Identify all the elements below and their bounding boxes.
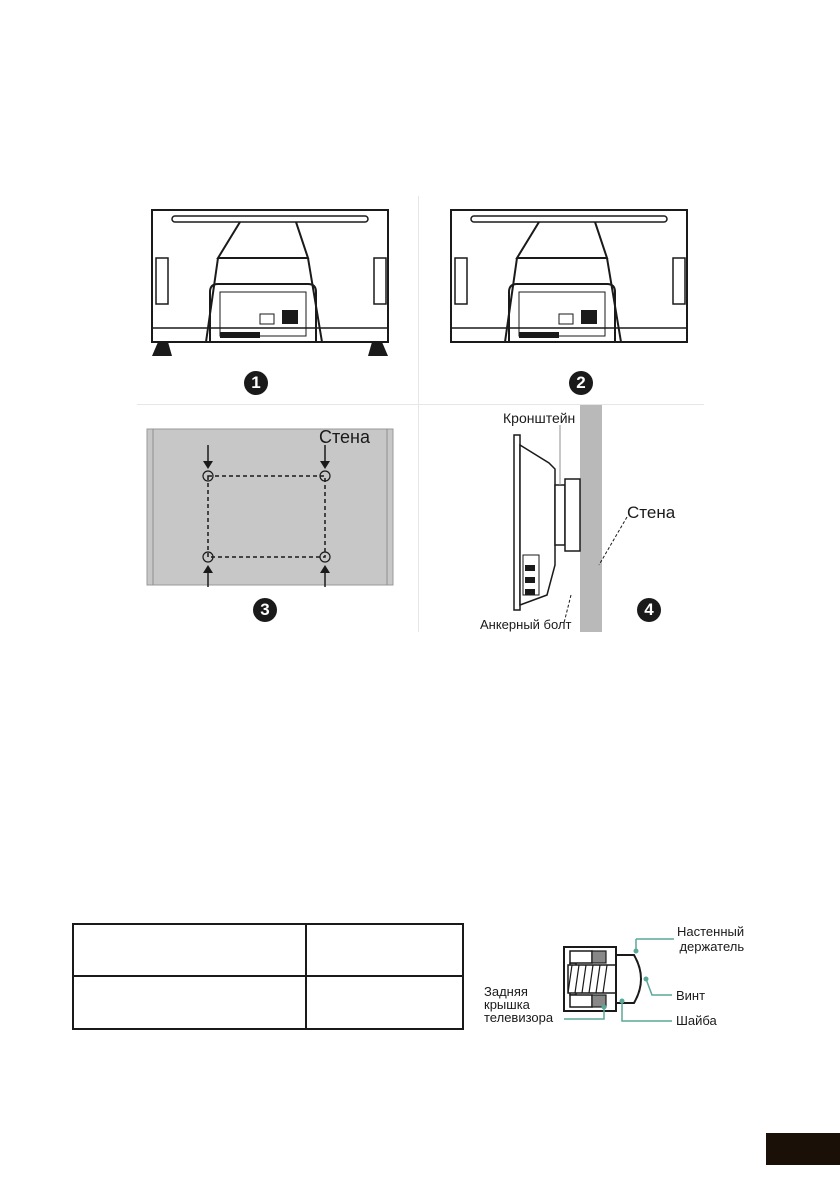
wall-holder-label: [677, 924, 744, 954]
screw-label: Винт: [676, 988, 706, 1003]
wall-holder-label-line2: держатель: [679, 939, 745, 954]
panel-mounted-side-view: [419, 405, 704, 632]
step-badge-2: [569, 371, 593, 395]
step-number-1: 1: [251, 373, 261, 392]
back-cover-label-line2: крышка: [484, 997, 530, 1012]
page-corner-tab: [766, 1133, 840, 1165]
step-number-4: 4: [644, 600, 654, 619]
spec-table: [72, 923, 464, 1030]
step-number-2: 2: [576, 373, 586, 392]
table-column-divider: [305, 925, 307, 1028]
step-number-3: 3: [260, 600, 270, 619]
step-badge-1: [244, 371, 268, 395]
anchor-bolt-label: Анкерный болт: [480, 617, 572, 632]
wall-holder-label-line1: Настенный: [677, 924, 745, 939]
wall-label: Стена: [319, 427, 371, 447]
back-cover-label-line1: Задняя: [484, 984, 528, 999]
panel-tv-back-with-stand: [148, 196, 393, 402]
tv-back-illustration: [148, 196, 393, 402]
panel-wall-drilling-marks: [137, 405, 417, 632]
wall-holes-illustration: [137, 405, 417, 632]
washer-label: Шайба: [676, 1013, 717, 1028]
back-cover-label: [484, 985, 553, 1024]
step-badge-3: [253, 598, 277, 622]
screw-assembly-diagram: [480, 915, 780, 1035]
tv-back-illustration: [447, 196, 692, 402]
bracket-label: Кронштейн: [503, 410, 576, 426]
table-row-divider: [74, 975, 462, 977]
back-cover-label-line3: телевизора: [484, 1010, 554, 1025]
step-badge-4: [637, 598, 661, 622]
panel-tv-back-without-stand: [447, 196, 692, 402]
wall-label: Стена: [627, 503, 676, 522]
